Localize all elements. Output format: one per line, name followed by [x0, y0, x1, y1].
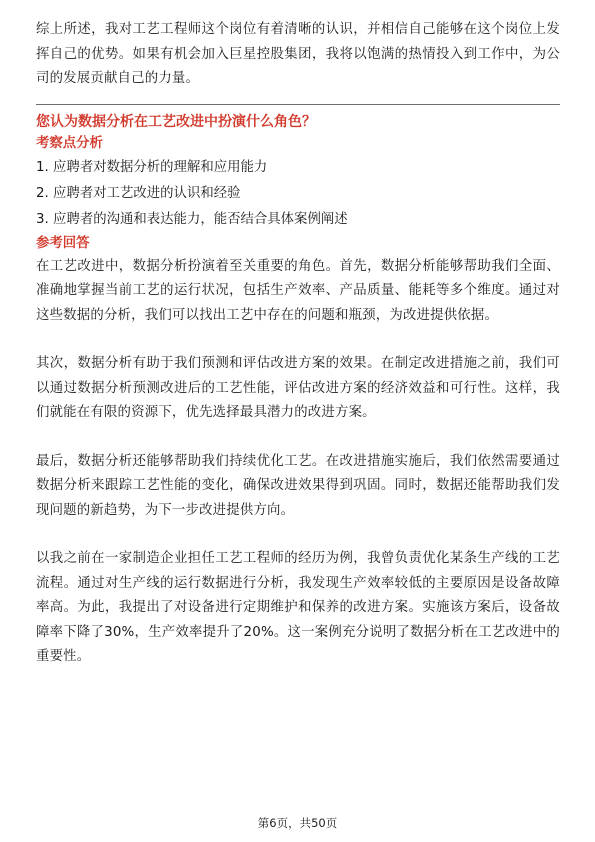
analysis-points-list: [36, 155, 560, 233]
intro-paragraph: 综上所述，我对工艺工程师这个岗位有着清晰的认识，并相信自己能够在这个岗位上发挥自己的优势。如果有机会加入巨星控股集团，我将以饱满的热情投入到工作中，为公司的发展贡献自己的力量。: [36, 22, 560, 86]
answer-paragraph: 在工艺改进中，数据分析扮演着至关重要的角色。首先，数据分析能够帮助我们全面、准确地掌握当前工艺的运行状况，包括生产效率、产品质量、能耗等多个维度。通过对这些数据的分析，我们可以找出工艺中存在的问题和瓶颈，为改进提供依据。: [36, 258, 560, 323]
analysis-point: 1. 应聘者对数据分析的理解和应用能力: [36, 159, 268, 175]
answer-paragraph: 最后，数据分析还能够帮助我们持续优化工艺。在改进措施实施后，我们依然需要通过数据分析来跟踪工艺性能的变化，确保改进效果得到巩固。同时，数据还能帮助我们发现问题的新趋势，为下一步改进提供方向。: [36, 453, 560, 518]
answer-paragraph: 以我之前在一家制造企业担任工艺工程师的经历为例，我曾负责优化某条生产线的工艺流程。通过对生产线的运行数据进行分析，我发现生产效率较低的主要原因是设备故障率高。为此，我提出了对设备进行定期维护和保养的改进方案。实施该方案后，设备故障率下降了30%，生产效率提升了20%。这一案例充分说明了数据分析在工艺改进中的重要性。: [36, 551, 560, 664]
section-divider: [36, 104, 560, 105]
document-page: [36, 18, 560, 670]
answer-label: 参考回答: [36, 235, 90, 251]
paragraph-gap: [36, 426, 560, 450]
paragraph-gap: [36, 328, 560, 352]
analysis-label: 考察点分析: [36, 135, 103, 151]
answer-paragraph: 其次，数据分析有助于我们预测和评估改进方案的效果。在制定改进措施之前，我们可以通过数据分析预测改进后的工艺性能，评估改进方案的经济效益和可行性。这样，我们就能在有限的资源下，优先选择最具潜力的改进方案。: [36, 356, 560, 420]
paragraph-gap: [36, 523, 560, 547]
question-heading: 您认为数据分析在工艺改进中扮演什么角色？: [36, 113, 316, 130]
page-footer: 第6页，共50页: [257, 816, 338, 830]
analysis-point: 3. 应聘者的沟通和表达能力，能否结合具体案例阐述: [36, 211, 348, 227]
analysis-point: 2. 应聘者对工艺改进的认识和经验: [36, 185, 241, 201]
